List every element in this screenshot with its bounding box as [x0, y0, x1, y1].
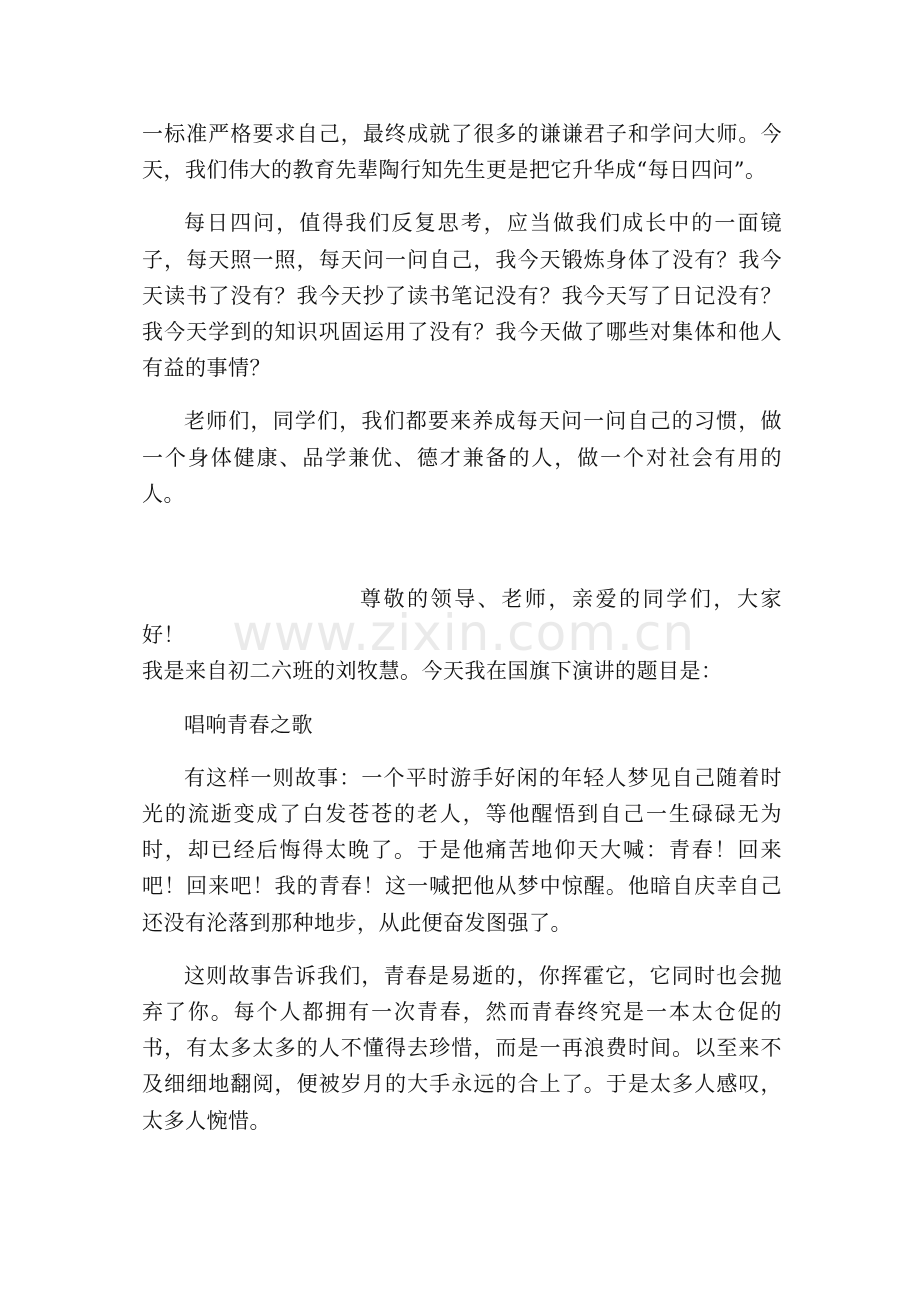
- document-page: [142, 116, 782, 1139]
- speech-title: 唱响青春之歌: [184, 712, 313, 737]
- speech-paragraph-1: 有这样一则故事：一个平时游手好闲的年轻人梦见自己随着时光的流逝变成了白发苍苍的老人，等他醒悟到自己一生碌碌无为时，却已经后悔得太晚了。于是他痛苦地仰天大喊：青春！回来吧！回来吧！我的青春！这一喊把他从梦中惊醒。他暗自庆幸自己还没有沦落到那种地步，从此便奋发图强了。: [142, 765, 782, 935]
- paragraph-3: 老师们，同学们，我们都要来养成每天问一问自己的习惯，做一个身体健康、品学兼优、德才兼备的人，做一个对社会有用的人。: [142, 409, 782, 506]
- speech-greeting: 尊敬的领导、老师，亲爱的同学们，大家好！: [142, 587, 782, 648]
- watermark-text: www.zixin.com.cn: [232, 604, 696, 662]
- paragraph-1: 一标准严格要求自己，最终成就了很多的谦谦君子和学问大师。今天，我们伟大的教育先辈陶行知先生更是把它升华成“每日四问”。: [142, 122, 782, 183]
- speech-paragraph-2: 这则故事告诉我们，青春是易逝的，你挥霍它，它同时也会抛弃了你。每个人都拥有一次青春，然而青春终究是一本太仓促的书，有太多太多的人不懂得去珍惜，而是一再浪费时间。以至来不及细细地翻阅，便被岁月的大手永远的合上了。于是太多人感叹，太多人惋惜。: [142, 963, 782, 1133]
- speech-intro: 我是来自初二六班的刘牧慧。今天我在国旗下演讲的题目是：: [142, 659, 723, 684]
- speech-greeting-block: [142, 581, 782, 690]
- paragraph-2: 每日四问，值得我们反复思考，应当做我们成长中的一面镜子，每天照一照，每天问一问自己，我今天锻炼身体了没有？我今天读书了没有？我今天抄了读书笔记没有？我今天写了日记没有？我今天学到的知识巩固运用了没有？我今天做了哪些对集体和他人有益的事情？: [142, 211, 782, 381]
